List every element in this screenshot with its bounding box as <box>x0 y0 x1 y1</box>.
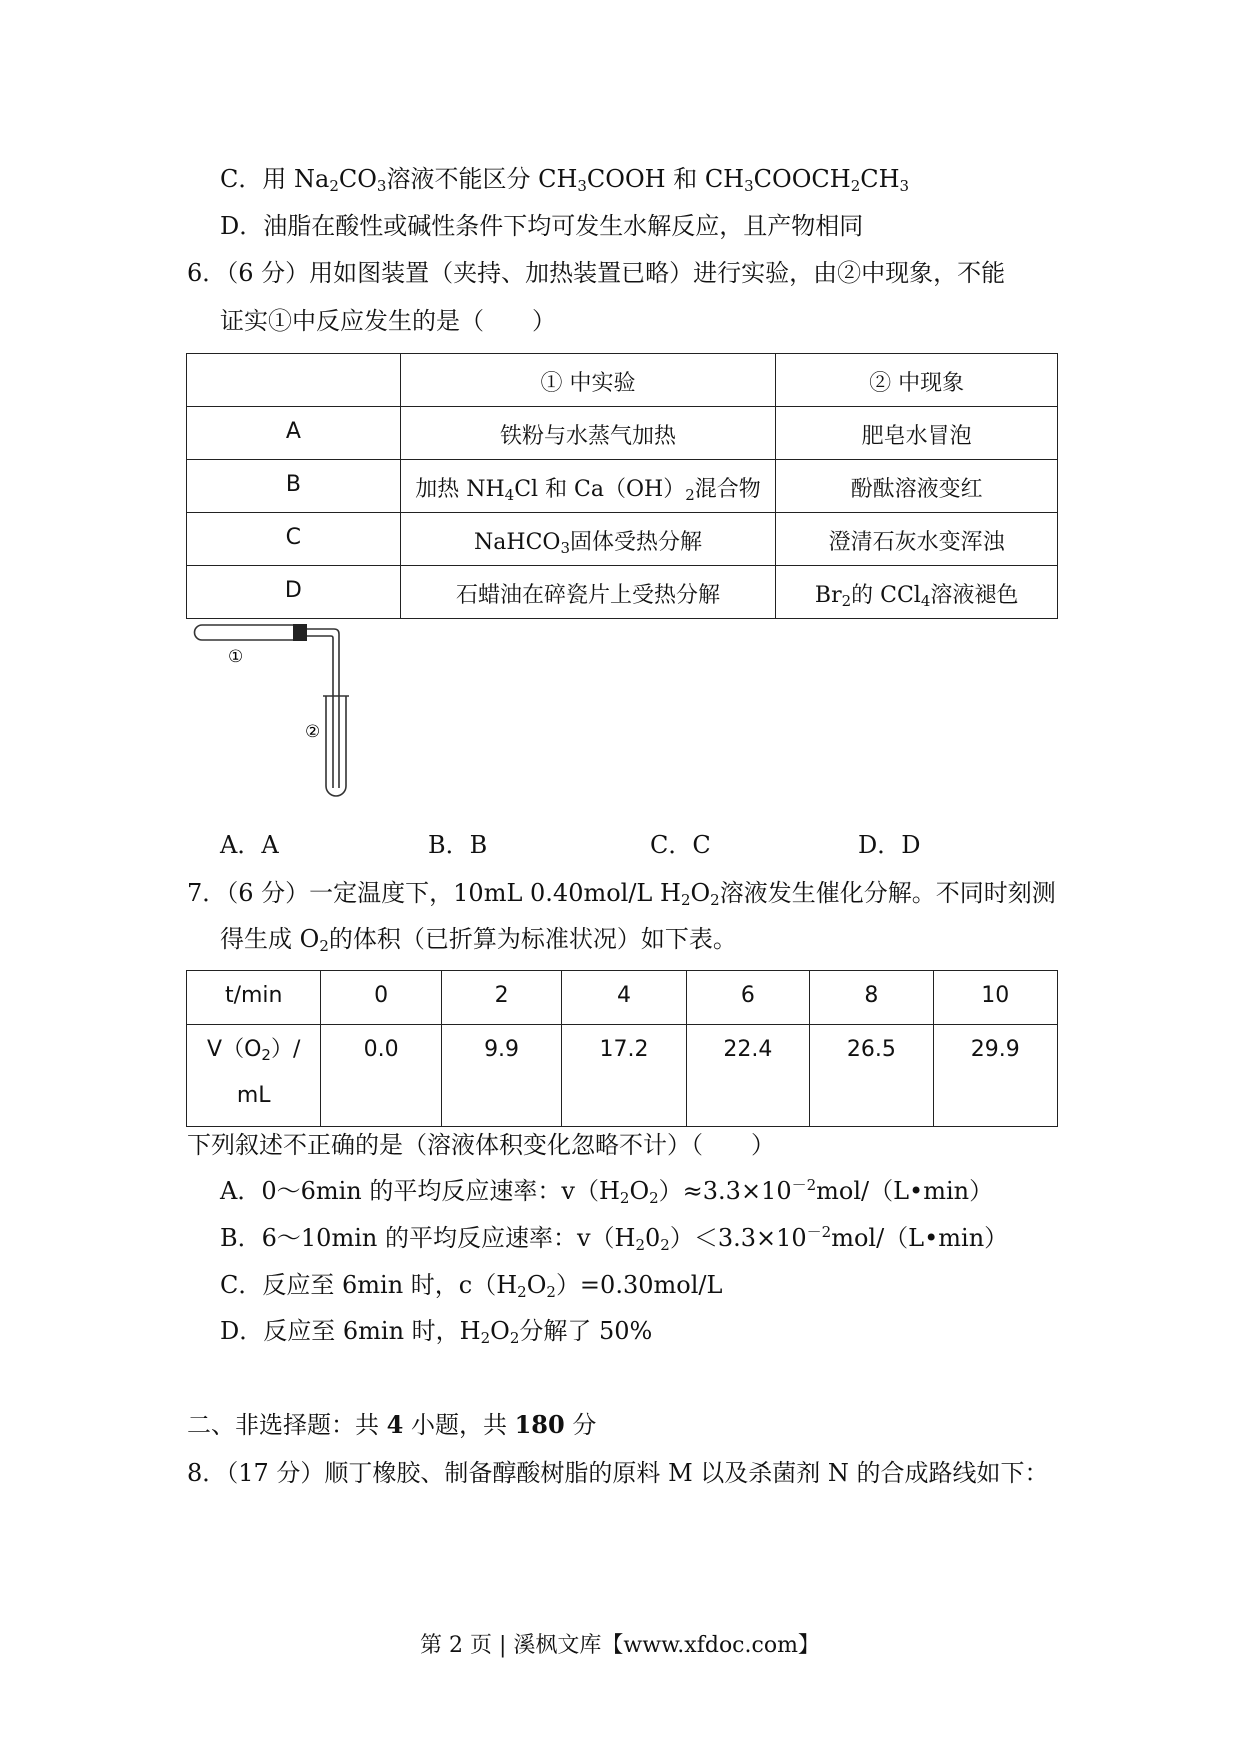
volume-cell: 29.9 <box>933 1025 1057 1127</box>
q7-option-d: D．反应至 6min 时，$H_2O_2$分解了 50% <box>220 1317 653 1347</box>
q6-header-blank <box>187 354 401 407</box>
q6-stem-line1: 6．（6 分）用如图装置（夹持、加热装置已略）进行实验，由②中现象，不能 <box>187 259 1006 287</box>
time-cell: 0 <box>321 971 441 1025</box>
q7-table <box>186 970 1058 1127</box>
phenomenon-cell: 肥皂水冒泡 <box>776 407 1058 460</box>
q6-header-experiment: ① 中实验 <box>400 354 776 407</box>
q6-option: D．D <box>858 831 921 859</box>
volume-cell: 9.9 <box>441 1025 561 1127</box>
time-cell: 6 <box>686 971 809 1025</box>
volume-cell: 0.0 <box>321 1025 441 1127</box>
q6-table-row <box>187 460 1058 513</box>
q5-option-c: C．用 $Na_2CO_3$溶液不能区分 $CH_3COOH$ 和 $CH_3COOCH_2CH_3$ <box>220 165 910 195</box>
q8-stem: 8．（17 分）顺丁橡胶、制备醇酸树脂的原料 M 以及杀菌剂 N 的合成路线如下： <box>187 1459 1049 1487</box>
q6-option: C．C <box>650 831 711 859</box>
time-cell: 2 <box>441 971 561 1025</box>
q7-prompt: 下列叙述不正确的是（溶液体积变化忽略不计）（ ） <box>187 1131 775 1159</box>
q6-header-phenomenon: ② 中现象 <box>776 354 1058 407</box>
q6-table-row <box>187 566 1058 619</box>
q7-stem-line2: 得生成 $O_2$的体积（已折算为标准状况）如下表。 <box>220 925 737 955</box>
figure-label-1: ① <box>228 647 244 667</box>
q6-options <box>0 828 1240 862</box>
q6-stem-line2: 证实①中反应发生的是（ ） <box>220 307 556 335</box>
q7-option-b: B．6～10min 的平均反应速率：$v(H_20_2)<3.3\times 10^{-2}mol/(L•\min)$ <box>220 1223 1009 1254</box>
time-cell: 4 <box>562 971 686 1025</box>
q7-option-a: A．0～6min 的平均反应速率：$v(H_2O_2)\approx 3.3\times 10^{-2}mol/(L•\min)$ <box>220 1176 994 1207</box>
q7-stem-line1: 7．（6 分）一定温度下，10mL 0.40mol/L $H_2O_2$溶液发生催化分解。不同时刻测 <box>187 879 1056 909</box>
q6-option: A．A <box>220 831 279 859</box>
phenomenon-cell: $Br_2$的 CCl$_4$溶液褪色 <box>776 566 1058 619</box>
experiment-cell: 加热 $NH_4Cl$ 和 $Ca(OH)_2$混合物 <box>400 460 776 513</box>
apparatus-figure <box>190 620 360 800</box>
section-heading: 二、非选择题：共 4 小题，共 180 分 <box>187 1410 597 1439</box>
volume-label: $V(O_2)/$ mL <box>187 1025 321 1127</box>
delivery-tube <box>307 629 339 788</box>
q5-option-d: D．油脂在酸性或碱性条件下均可发生水解反应，且产物相同 <box>220 212 864 240</box>
time-label: t/min <box>187 971 321 1025</box>
rubber-stopper <box>293 624 307 641</box>
row-label: C <box>187 513 401 566</box>
q7-table-row-time <box>187 971 1058 1025</box>
q6-table-row <box>187 407 1058 460</box>
row-label: A <box>187 407 401 460</box>
volume-cell: 26.5 <box>810 1025 933 1127</box>
q7-table-row-volume <box>187 1025 1058 1127</box>
q6-table-header-row <box>187 354 1058 407</box>
row-label: B <box>187 460 401 513</box>
test-tube-1 <box>195 625 296 640</box>
q6-option: B．B <box>428 831 488 859</box>
q6-table-row <box>187 513 1058 566</box>
phenomenon-cell: 酚酞溶液变红 <box>776 460 1058 513</box>
figure-label-2: ② <box>305 722 321 742</box>
experiment-cell: 铁粉与水蒸气加热 <box>400 407 776 460</box>
volume-cell: 17.2 <box>562 1025 686 1127</box>
time-cell: 8 <box>810 971 933 1025</box>
test-tube-2 <box>326 696 346 796</box>
q6-table <box>186 353 1058 619</box>
q7-option-c: C．反应至 6min 时，$c(H_2O_2)=0.30mol/L$ <box>220 1271 723 1301</box>
row-label: D <box>187 566 401 619</box>
experiment-cell: 石蜡油在碎瓷片上受热分解 <box>400 566 776 619</box>
time-cell: 10 <box>933 971 1057 1025</box>
volume-cell: 22.4 <box>686 1025 809 1127</box>
experiment-cell: NaHCO$_3$固体受热分解 <box>400 513 776 566</box>
page-footer: 第 2 页 | 溪枫文库【www.xfdoc.com】 <box>420 1633 820 1658</box>
phenomenon-cell: 澄清石灰水变浑浊 <box>776 513 1058 566</box>
